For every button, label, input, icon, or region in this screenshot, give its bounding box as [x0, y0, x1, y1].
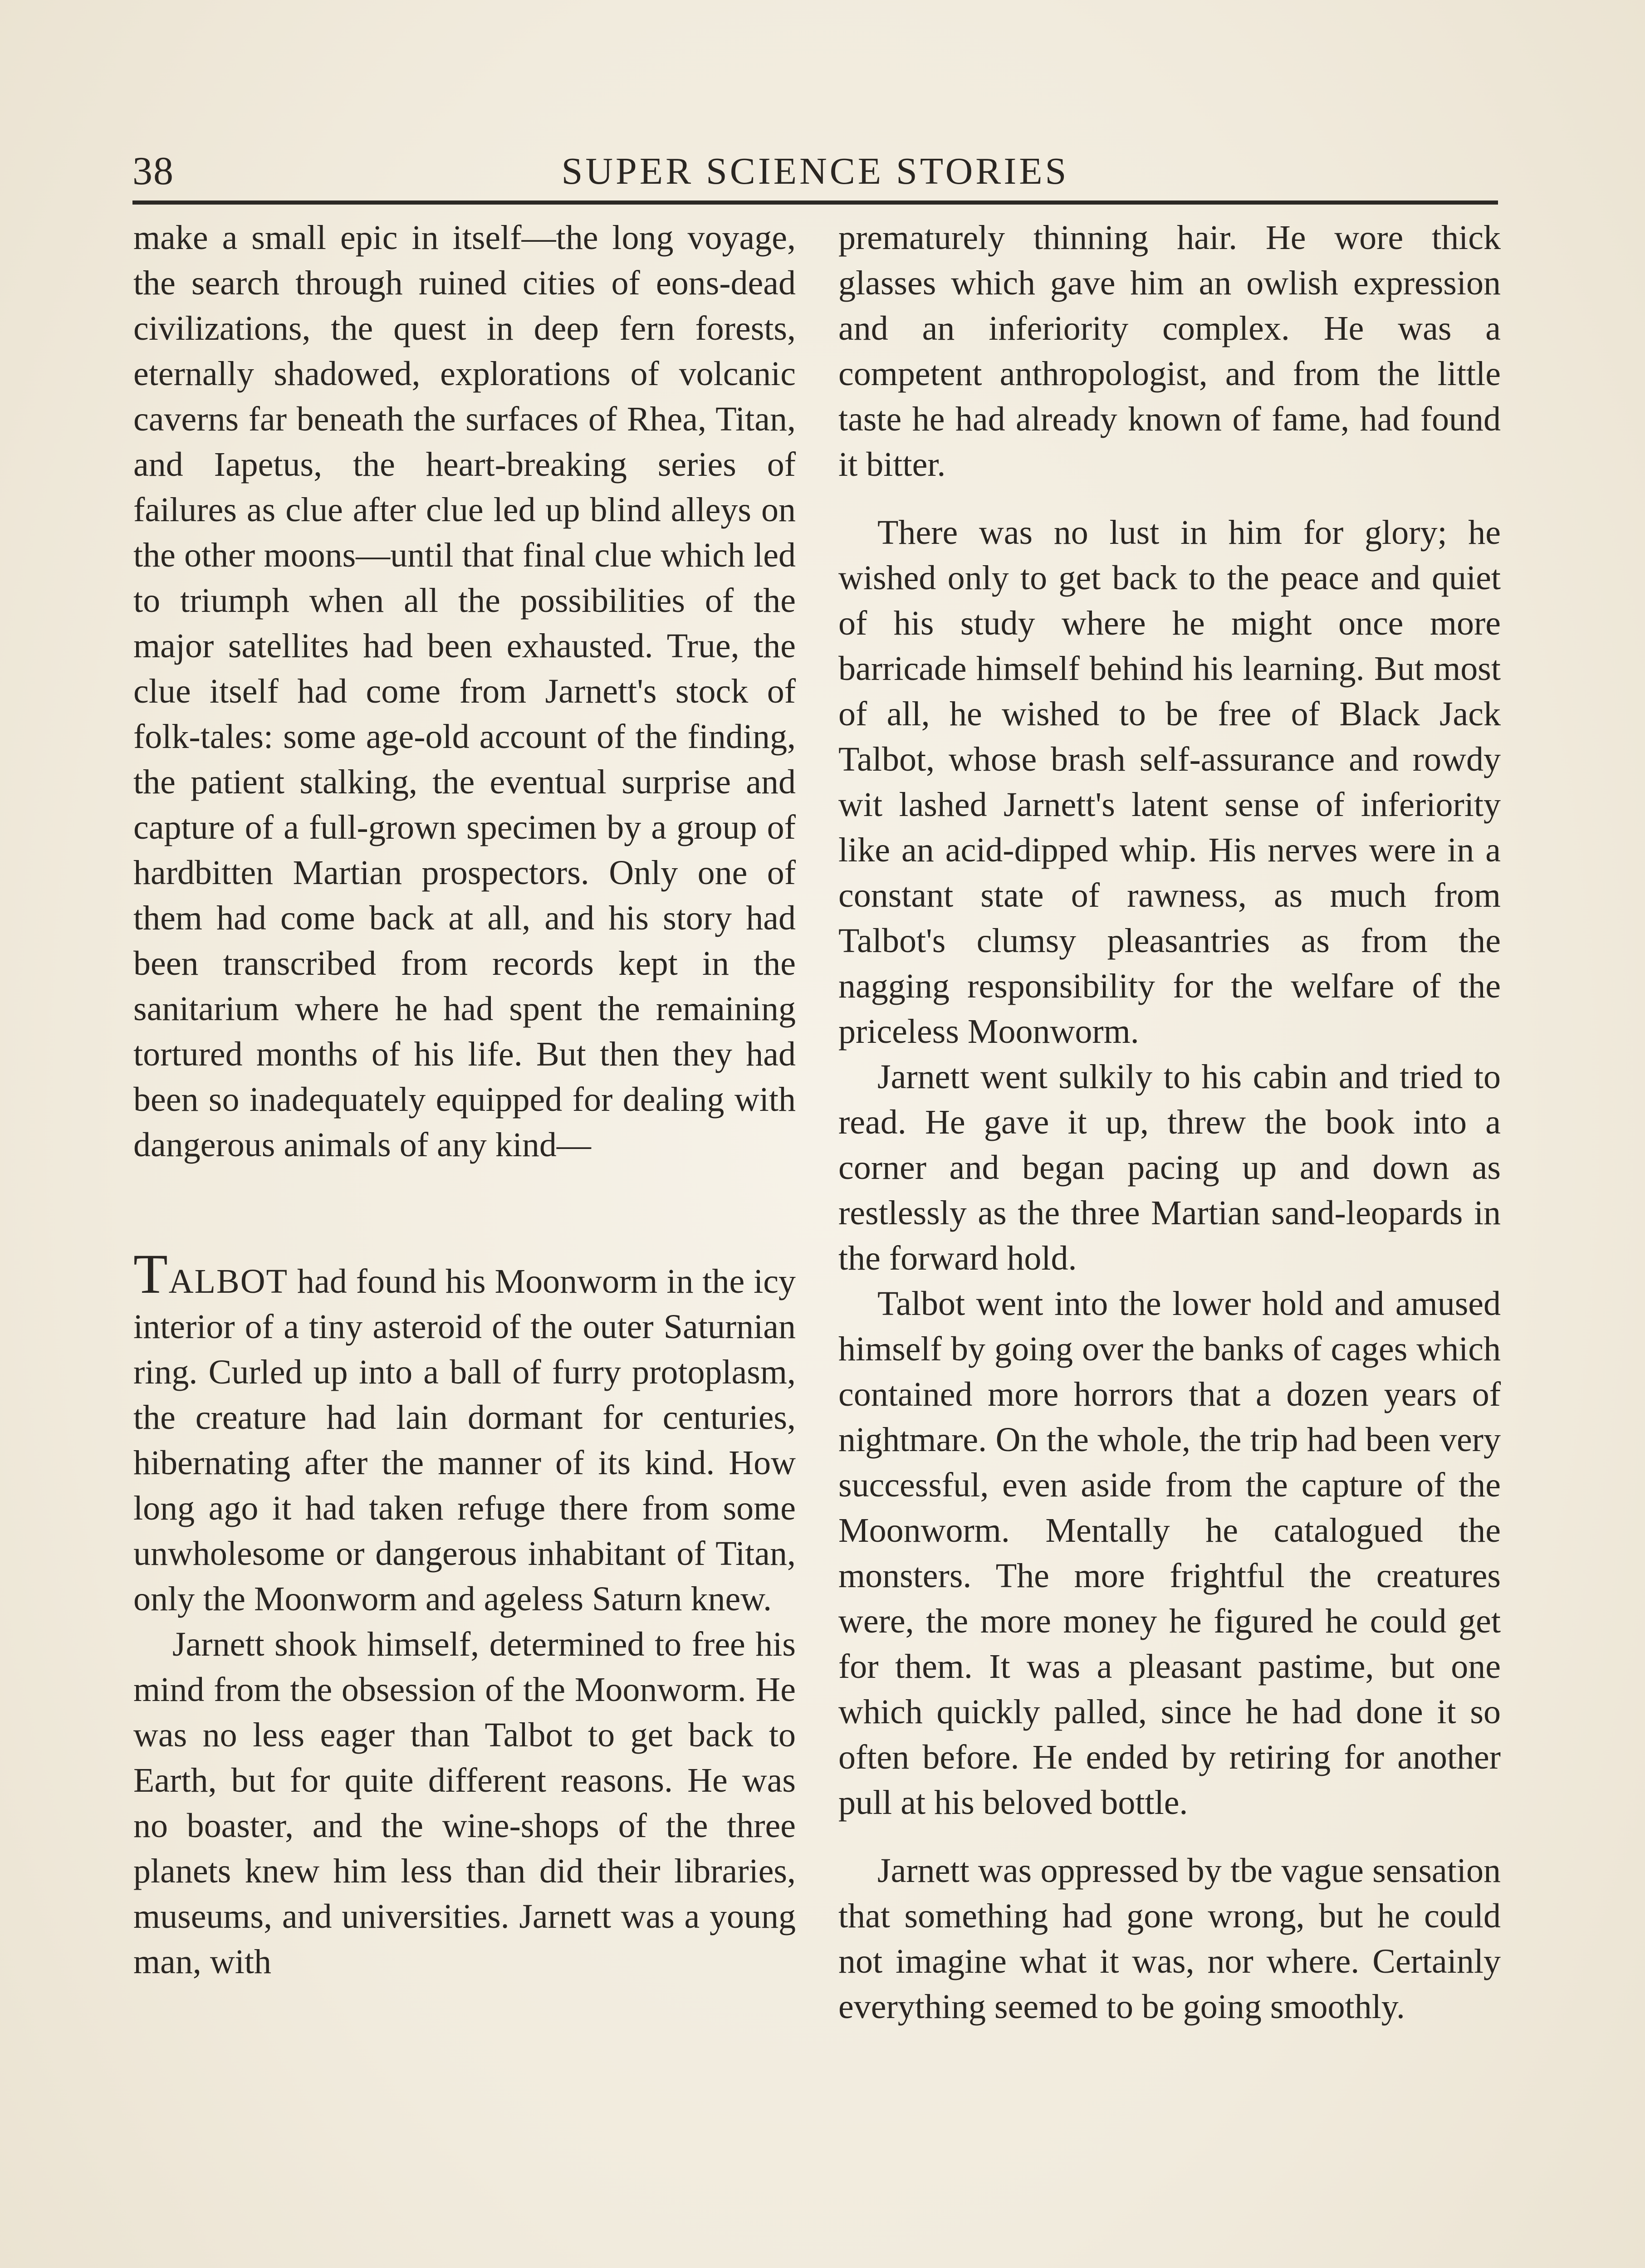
header-rule — [132, 200, 1498, 205]
paragraph-dropcap — [133, 1243, 796, 1622]
paragraph: Jarnett went sulkily to his cabin and tried to read. He gave it up, threw the book into a corner and began pacing up and down as restlessly as the three Martian sand-leopards in the forward hold. — [838, 1058, 1501, 1277]
left-column — [133, 215, 796, 1984]
paragraph: Jarnett was oppressed by tbe vague sensation that something had gone wrong, but he could not imagine what it was, nor where. Certainly everything seemed to be going smoothly. — [838, 1852, 1501, 2026]
section-break — [133, 1168, 796, 1254]
paragraph: Jarnett shook himself, determined to free his mind from the obsession of the Moonworm. He was no less eager than Talbot to get back to Earth, but for quite different reasons. He was no boaster, and the wine-shops of the three planets knew him less than did their libraries, museums, and universities. Jarnett was a young man, with — [133, 1625, 796, 1981]
paragraph: make a small epic in itself—the long voyage, the search through ruined cities of eons-dead civilizations, the quest in deep fern forests, eternally shadowed, explorations of volcanic caverns far beneath the surfaces of Rhea, Titan, and Iapetus, the heart-breaking series of failures as clue after clue led up blind alleys on the other moons—until that final clue which led to triumph when all the possibilities of the major satellites had been exhausted. True, the clue itself had come from Jarnett's stock of folk-tales: some age-old account of the finding, the patient stalking, the eventual surprise and capture of a full-grown specimen by a group of hardbitten Martian prospectors. Only one of them had come back at all, and his story had been transcribed from records kept in the sanitarium where he had spent the remaining tortured months of his life. But then they had been so inadequately equipped for dealing with dangerous animals of any kind— — [133, 219, 796, 1164]
drop-cap: T — [133, 1243, 168, 1305]
paragraph: prematurely thinning hair. He wore thick glasses which gave him an owlish expression and an inferiority complex. He was a competent anthropologist, and from the little taste he had already known of fame, had found it bitter. — [838, 219, 1501, 484]
right-column — [838, 215, 1501, 2029]
running-head: SUPER SCIENCE STORIES — [561, 150, 1069, 192]
paragraph-text: had found his Moonworm in the icy interior of a tiny asteroid of the outer Saturnian ring. Curled up into a ball of furry protoplasm, the creature had lain dormant for centuries, hibernating after the manner of its kind. How long ago it had taken refuge there from some unwholesome or dangerous inhabitant of Titan, only the Moonworm and ageless Saturn knew. — [133, 1262, 796, 1618]
page-number: 38 — [132, 149, 174, 193]
page-header — [132, 144, 1498, 199]
small-caps-lead: ALBOT — [168, 1262, 289, 1300]
paragraph: There was no lust in him for glory; he wished only to get back to the peace and quiet of his study where he might once more barricade himself behind his learning. But most of all, he wished to be free of Black Jack Talbot, whose brash self-assurance and rowdy wit lashed Jarnett's latent sense of inferiority like an acid-dipped whip. His nerves were in a constant state of rawness, as much from Talbot's clumsy pleasantries as from the nagging responsibility for the welfare of the priceless Moonworm. — [838, 513, 1501, 1051]
paragraph: Talbot went into the lower hold and amused himself by going over the banks of cages which contained more horrors that a dozen years of nightmare. On the whole, the trip had been very successful, even aside from the capture of the Moonworm. Mentally he catalogued the monsters. The more frightful the creatures were, the more money he figured he could get for them. It was a pleasant pastime, but one which quickly palled, since he had done it so often before. He ended by retiring for another pull at his beloved bottle. — [838, 1285, 1501, 1822]
